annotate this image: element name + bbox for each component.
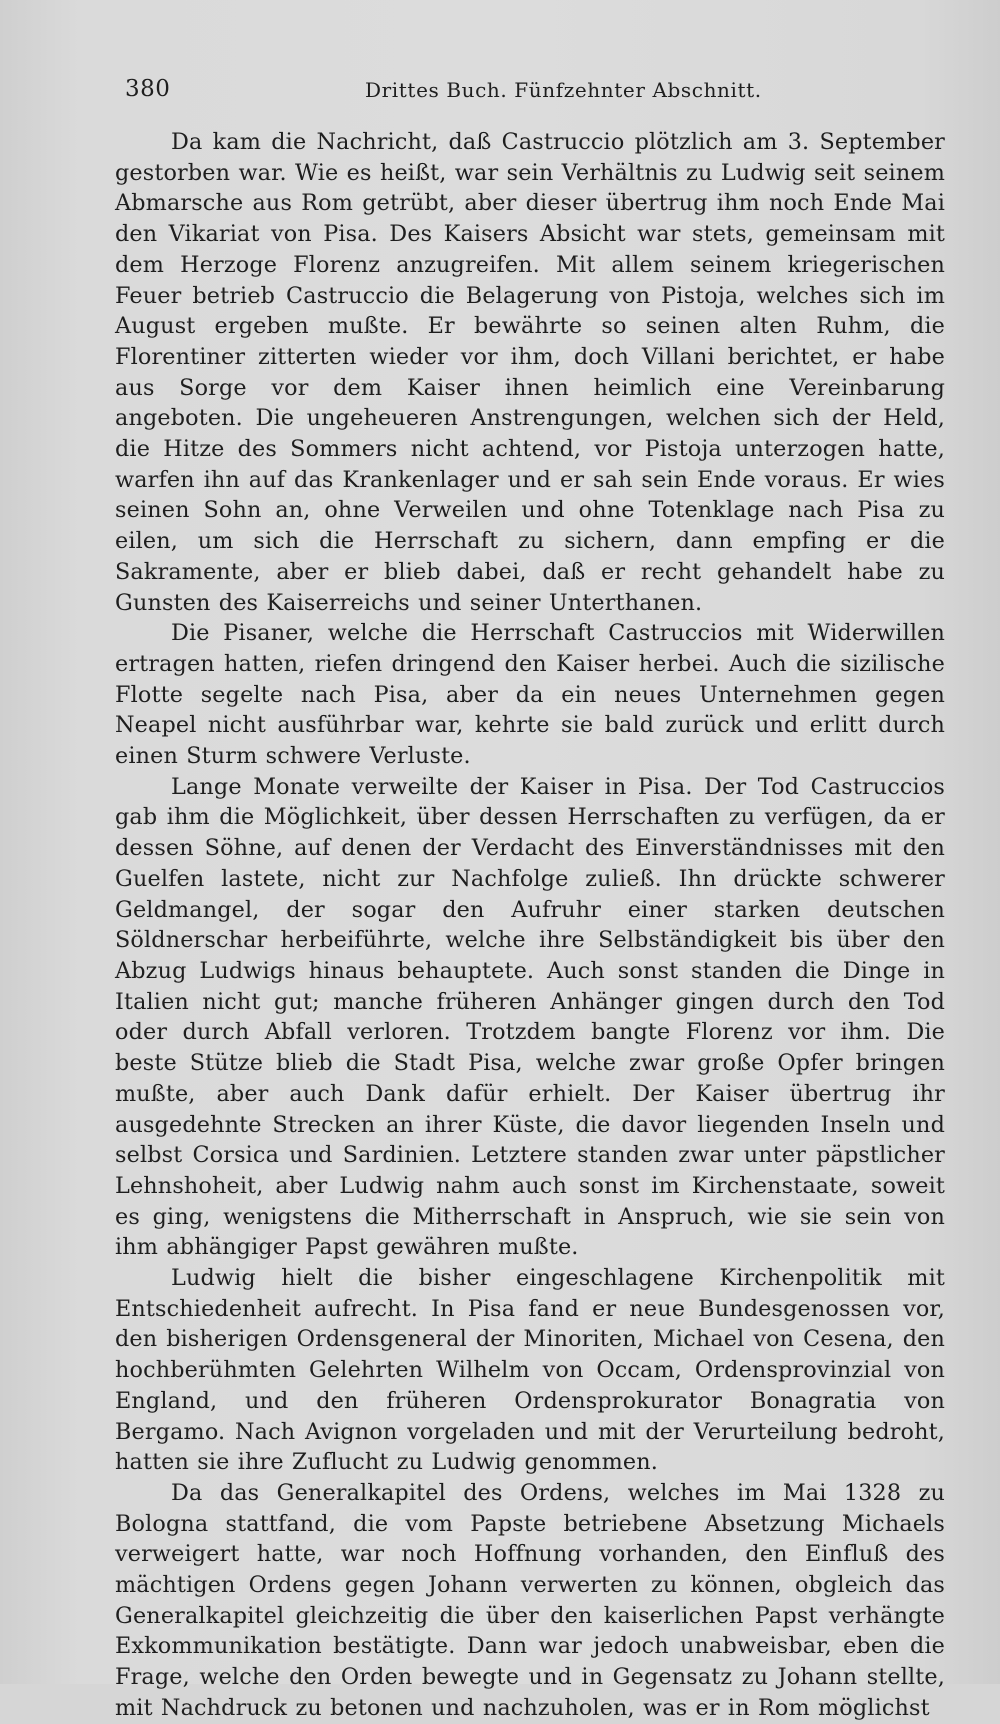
body-text [115,127,945,1724]
page-number: 380 [125,76,171,102]
paragraph-kaiser-in-pisa: Lange Monate verweilte der Kaiser in Pisa. Der Tod Castruccios gab ihm die Möglichkeit, über dessen Herrschaften zu verfügen, da er dessen Söhne, auf denen der Verdacht des Einverständnisses mit den Guelfen lastete, nicht zur Nachfolge zuließ. Ihn drückte schwerer Geldmangel, der sogar den Aufruhr einer starken deutschen Söldnerschar herbeiführte, welche ihre Selbständigkeit bis über den Abzug Ludwigs hinaus behauptete. Auch sonst standen die Dinge in Italien nicht gut; manche früheren Anhänger gingen durch den Tod oder durch Abfall verloren. Trotzdem bangte Florenz vor ihm. Die beste Stütze blieb die Stadt Pisa, welche zwar große Opfer bringen mußte, aber auch Dank dafür erhielt. Der Kaiser übertrug ihr ausgedehnte Strecken an ihrer Küste, die davor liegenden Inseln und selbst Corsica und Sardinien. Letztere standen zwar unter päpstlicher Lehnshoheit, aber Ludwig nahm auch sonst im Kirchenstaate, soweit es ging, wenigstens die Mitherrschaft in Anspruch, wie sie sein von ihm abhängiger Papst gewähren mußte. [115,773,945,1261]
page-header [125,76,845,110]
paragraph-castruccio-death: Da kam die Nachricht, daß Castruccio plötzlich am 3. September gestorben war. Wie es heißt, war sein Verhältnis zu Ludwig seit seinem Abmarsche aus Rom getrübt, aber dieser übertrug ihm noch Ende Mai den Vikariat von Pisa. Des Kaisers Absicht war stets, gemeinsam mit dem Herzoge Florenz anzugreifen. Mit allem seinem kriegerischen Feuer betrieb Castruccio die Belagerung von Pistoja, welches sich im August ergeben mußte. Er bewährte so seinen alten Ruhm, die Florentiner zitterten wieder vor ihm, doch Villani berichtet, er habe aus Sorge vor dem Kaiser ihnen heimlich eine Vereinbarung angeboten. Die ungeheueren Anstrengungen, welchen sich der Held, die Hitze des Sommers nicht achtend, vor Pistoja unterzogen hatte, warfen ihn auf das Krankenlager und er sah sein Ende voraus. Er wies seinen Sohn an, ohne Verweilen und ohne Totenklage nach Pisa zu eilen, um sich die Herrschaft zu sichern, dann empfing er die Sakramente, aber er blieb dabei, daß er recht gehandelt habe zu Gunsten des Kaiserreichs und seiner Unterthanen. [115,129,945,616]
paragraph-kirchenpolitik: Ludwig hielt die bisher eingeschlagene Kirchenpolitik mit Entschiedenheit aufrecht. In Pisa fand er neue Bundesgenossen vor, den bisherigen Ordensgeneral der Minoriten, Michael von Cesena, den hochberühmten Gelehrten Wilhelm von Occam, Ordensprovinzial von England, und den früheren Ordensprokurator Bonagratia von Bergamo. Nach Avignon vorgeladen und mit der Verurteilung bedroht, hatten sie ihre Zuflucht zu Ludwig genommen. [115,1265,945,1476]
running-head: Drittes Buch. Fünfzehnter Abschnitt. [365,78,762,102]
paragraph-generalkapitel: Da das Generalkapitel des Ordens, welches im Mai 1328 zu Bologna stattfand, die vom Papste betriebene Absetzung Michaels verweigert hatte, war noch Hoffnung vorhanden, den Einfluß des mächtigen Ordens gegen Johann verwerten zu können, obgleich das Generalkapitel gleichzeitig die über den kaiserlichen Papst verhängte Exkommunikation bestätigte. Dann war jedoch unabweisbar, eben die Frage, welche den Orden bewegte und in Gegensatz zu Johann stellte, mit Nachdruck zu betonen und nachzuholen, was er in Rom möglichst [115,1479,945,1721]
paragraph-pisaner: Die Pisaner, welche die Herrschaft Castruccios mit Widerwillen ertragen hatten, riefen dringend den Kaiser herbei. Auch die sizilische Flotte segelte nach Pisa, aber da ein neues Unternehmen gegen Neapel nicht ausführbar war, kehrte sie bald zurück und erlitt durch einen Sturm schwere Verluste. [115,620,945,770]
